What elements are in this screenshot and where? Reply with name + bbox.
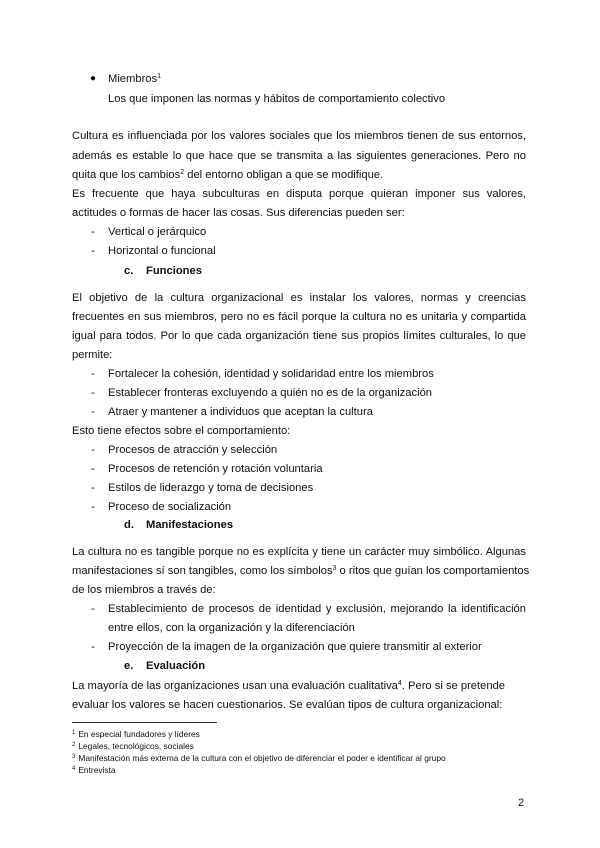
paragraph-line: Esto tiene efectos sobre el comportamiento: xyxy=(72,425,291,437)
list-item: Estilos de liderazgo y toma de decisiones xyxy=(108,482,314,494)
paragraph-line: igual para todos. Por lo que cada organización tiene sus propios límites culturales, lo que xyxy=(72,330,526,342)
dash-marker: - xyxy=(91,603,95,615)
dash-marker: - xyxy=(91,368,95,380)
list-item: Atraer y mantener a individuos que aceptan la cultura xyxy=(108,406,373,418)
footnote: $^2$ Legales, tecnológicos, sociales xyxy=(72,741,194,751)
paragraph-line: de los miembros a través de: xyxy=(72,584,216,596)
footnote-divider xyxy=(72,722,217,723)
paragraph-line: La mayoría de las organizaciones usan una evaluación cualitativa$^4$. Pero si se pretende xyxy=(72,680,506,692)
list-item: Proceso de socialización xyxy=(108,501,232,513)
dash-marker: - xyxy=(91,406,95,418)
dash-marker: - xyxy=(91,245,95,257)
footnote: $^3$ Manifestación más externa de la cultura con el objetivo de diferenciar el poder e identificar al grupo xyxy=(72,753,446,763)
paragraph-line: frecuentes en sus miembros, pero no es fácil porque la cultura no es unitaria y compartida xyxy=(72,311,526,323)
footnote: $^1$ En especial fundadores y líderes xyxy=(72,729,200,739)
page-number: 2 xyxy=(518,797,525,809)
list-item: Establecimiento de procesos de identidad y exclusión, mejorando la identificación xyxy=(108,603,526,615)
miembros-title: Miembros$^1$ xyxy=(108,73,162,85)
dash-marker: - xyxy=(91,226,95,238)
list-item-continuation: entre ellos, con la organización y la diferenciación xyxy=(108,622,355,634)
section-heading-d: d. Manifestaciones xyxy=(124,519,234,531)
list-item: Vertical o jerárquico xyxy=(108,226,207,238)
list-item: Procesos de atracción y selección xyxy=(108,444,278,456)
section-heading-e: e. Evaluación xyxy=(124,660,206,672)
dash-marker: - xyxy=(91,463,95,475)
dash-marker: - xyxy=(91,641,95,653)
list-item: Horizontal o funcional xyxy=(108,245,216,257)
list-item: Proyección de la imagen de la organización que quiere transmitir al exterior xyxy=(108,641,482,653)
paragraph-line: evaluar los valores se hacen cuestionarios. Se evalúan tipos de cultura organizacional: xyxy=(72,699,503,711)
dash-marker: - xyxy=(91,501,95,513)
bullet-dot: ● xyxy=(90,73,97,84)
dash-marker: - xyxy=(91,482,95,494)
dash-marker: - xyxy=(91,387,95,399)
paragraph-line: Es frecuente que haya subculturas en disputa porque quieran imponer sus valores, xyxy=(72,188,526,200)
paragraph-line: La cultura no es tangible porque no es explícita y tiene un carácter muy simbólico. Algunas xyxy=(72,546,526,558)
list-item: Fortalecer la cohesión, identidad y solidaridad entre los miembros xyxy=(108,368,434,380)
footnote: $^4$ Entrevista xyxy=(72,765,116,775)
miembros-description: Los que imponen las normas y hábitos de comportamiento colectivo xyxy=(108,93,446,105)
paragraph-line: manifestaciones sí son tangibles, como los símbolos$^3$ o ritos que guían los comportamientos xyxy=(72,565,530,577)
paragraph-line: El objetivo de la cultura organizacional es instalar los valores, normas y creencias xyxy=(72,292,526,304)
list-item: Establecer fronteras excluyendo a quién no es de la organización xyxy=(108,387,433,399)
paragraph-line: actitudes o formas de hacer las cosas. Sus diferencias pueden ser: xyxy=(72,207,405,219)
paragraph-line: además es estable lo que hace que se transmita a las siguientes generaciones. Pero no xyxy=(72,150,526,162)
paragraph-line: quita que los cambios$^2$ del entorno obligan a que se modifique. xyxy=(72,169,384,181)
paragraph-line: permite: xyxy=(72,349,113,361)
list-item: Procesos de retención y rotación voluntaria xyxy=(108,463,323,475)
dash-marker: - xyxy=(91,444,95,456)
paragraph-line: Cultura es influenciada por los valores sociales que los miembros tienen de sus entornos, xyxy=(72,130,526,142)
section-heading-c: c. Funciones xyxy=(124,265,202,277)
